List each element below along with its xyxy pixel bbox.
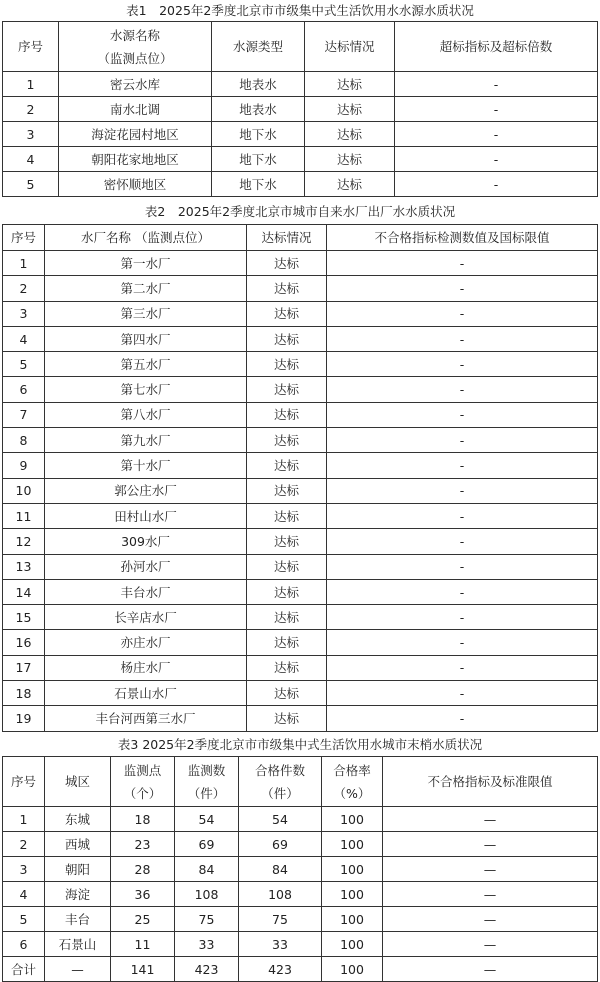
table2-cell-plant: 第四水厂 bbox=[45, 326, 247, 351]
table3-row bbox=[3, 957, 598, 982]
table2-cell-status: 达标 bbox=[247, 503, 327, 528]
table1-cell-exceed: - bbox=[395, 147, 598, 172]
table2-row bbox=[3, 326, 598, 351]
table3-body bbox=[3, 807, 598, 982]
table1-cell-type: 地下水 bbox=[212, 122, 305, 147]
table3-cell-index: 4 bbox=[3, 882, 45, 907]
table2-cell-index: 11 bbox=[3, 503, 45, 528]
table3-cell-district: — bbox=[45, 957, 111, 982]
table1-header-source bbox=[59, 22, 212, 72]
table3-row bbox=[3, 932, 598, 957]
table1-caption: 表1 2025年2季度北京市市级集中式生活饮用水水源水质状况 bbox=[126, 3, 474, 18]
table2-cell-index: 16 bbox=[3, 630, 45, 655]
table1-header-status: 达标情况 bbox=[305, 22, 395, 72]
table3-header-rate-line2: （%） bbox=[333, 785, 371, 801]
table2-row bbox=[3, 377, 598, 402]
table3-header-qualified-line2: （件） bbox=[261, 785, 299, 801]
table1-cell-index: 2 bbox=[3, 97, 59, 122]
table2-cell-values: - bbox=[327, 276, 598, 301]
table2-cell-plant: 丰台水厂 bbox=[45, 579, 247, 604]
table2-cell-index: 8 bbox=[3, 428, 45, 453]
table3-cell-points: 141 bbox=[111, 957, 175, 982]
table3-header-district: 城区 bbox=[45, 757, 111, 807]
table2-row bbox=[3, 503, 598, 528]
table3-cell-unqualified: — bbox=[383, 957, 598, 982]
table3-cell-district: 西城 bbox=[45, 832, 111, 857]
table2-cell-index: 18 bbox=[3, 681, 45, 706]
table3-cell-index: 合计 bbox=[3, 957, 45, 982]
table3-cell-district: 丰台 bbox=[45, 907, 111, 932]
table3-cell-qualified: 423 bbox=[239, 957, 322, 982]
table1-cell-source: 南水北调 bbox=[59, 97, 212, 122]
table2-cell-status: 达标 bbox=[247, 630, 327, 655]
table3-cell-points: 28 bbox=[111, 857, 175, 882]
table3-cell-count: 69 bbox=[175, 832, 239, 857]
table3-cell-district: 东城 bbox=[45, 807, 111, 832]
table2-cell-index: 6 bbox=[3, 377, 45, 402]
table2-row bbox=[3, 706, 598, 731]
table2-cell-values: - bbox=[327, 529, 598, 554]
table1-header-row bbox=[3, 22, 598, 72]
table2-cell-status: 达标 bbox=[247, 251, 327, 276]
table2-cell-plant: 石景山水厂 bbox=[45, 681, 247, 706]
table2-cell-status: 达标 bbox=[247, 605, 327, 630]
table3-header-count-line2: （件） bbox=[187, 785, 226, 801]
table2-cell-values: - bbox=[327, 630, 598, 655]
table3-cell-index: 2 bbox=[3, 832, 45, 857]
table3-cell-rate: 100 bbox=[322, 857, 383, 882]
table2-cell-plant: 309水厂 bbox=[45, 529, 247, 554]
table3-cell-points: 11 bbox=[111, 932, 175, 957]
table2-header-plant: 水厂名称 （监测点位） bbox=[45, 225, 247, 251]
table3-cell-unqualified: — bbox=[383, 882, 598, 907]
table3-header-rate bbox=[322, 757, 383, 807]
table2-cell-values: - bbox=[327, 554, 598, 579]
table2-cell-plant: 第五水厂 bbox=[45, 352, 247, 377]
table3-header-unqualified: 不合格指标及标准限值 bbox=[383, 757, 598, 807]
table2-cell-index: 9 bbox=[3, 453, 45, 478]
table2-cell-values: - bbox=[327, 681, 598, 706]
table1-cell-status: 达标 bbox=[305, 147, 395, 172]
table2-cell-index: 7 bbox=[3, 402, 45, 427]
table2-row bbox=[3, 352, 598, 377]
table2-cell-status: 达标 bbox=[247, 655, 327, 680]
table3-cell-unqualified: — bbox=[383, 857, 598, 882]
table2-cell-index: 2 bbox=[3, 276, 45, 301]
table1-cell-type: 地下水 bbox=[212, 147, 305, 172]
table2-cell-index: 14 bbox=[3, 579, 45, 604]
table2-cell-status: 达标 bbox=[247, 529, 327, 554]
table3-cell-count: 54 bbox=[175, 807, 239, 832]
table3-cell-index: 5 bbox=[3, 907, 45, 932]
table1-header-type: 水源类型 bbox=[212, 22, 305, 72]
table2-cell-status: 达标 bbox=[247, 402, 327, 427]
table2-row bbox=[3, 630, 598, 655]
table2-cell-plant: 孙河水厂 bbox=[45, 554, 247, 579]
table2-row bbox=[3, 605, 598, 630]
table1-header-source-line2: （监测点位） bbox=[97, 50, 173, 66]
table3-row bbox=[3, 832, 598, 857]
table3-cell-count: 108 bbox=[175, 882, 239, 907]
table2-header-values: 不合格指标检测数值及国标限值 bbox=[327, 225, 598, 251]
table2-cell-plant: 长辛店水厂 bbox=[45, 605, 247, 630]
table1-cell-index: 4 bbox=[3, 147, 59, 172]
table3-caption: 表3 2025年2季度北京市市级集中式生活饮用水城市末梢水质状况 bbox=[117, 737, 483, 752]
table2-caption: 表2 2025年2季度北京市城市自来水厂出厂水水质状况 bbox=[144, 204, 456, 219]
table3-header-points-line2: （个） bbox=[123, 785, 162, 801]
table2-cell-status: 达标 bbox=[247, 453, 327, 478]
table1-row bbox=[3, 122, 598, 147]
table2-cell-plant: 亦庄水厂 bbox=[45, 630, 247, 655]
table2-cell-plant: 第十水厂 bbox=[45, 453, 247, 478]
table3-cell-index: 6 bbox=[3, 932, 45, 957]
table2-cell-status: 达标 bbox=[247, 352, 327, 377]
table3-cell-district: 海淀 bbox=[45, 882, 111, 907]
table2-cell-index: 10 bbox=[3, 478, 45, 503]
table2-row bbox=[3, 681, 598, 706]
table3-header-row bbox=[3, 757, 598, 807]
table2-cell-index: 1 bbox=[3, 251, 45, 276]
table2-cell-status: 达标 bbox=[247, 554, 327, 579]
table3-cell-rate: 100 bbox=[322, 882, 383, 907]
table3-header-qualified bbox=[239, 757, 322, 807]
table3-row bbox=[3, 857, 598, 882]
table2-cell-index: 3 bbox=[3, 301, 45, 326]
table3-row bbox=[3, 907, 598, 932]
table2-cell-status: 达标 bbox=[247, 706, 327, 731]
table2-cell-plant: 第九水厂 bbox=[45, 428, 247, 453]
table2-cell-values: - bbox=[327, 579, 598, 604]
table1-cell-status: 达标 bbox=[305, 172, 395, 197]
table1-cell-status: 达标 bbox=[305, 97, 395, 122]
table2-cell-values: - bbox=[327, 402, 598, 427]
table2-body bbox=[3, 251, 598, 732]
table1-cell-index: 1 bbox=[3, 72, 59, 97]
table1-cell-source: 密云水库 bbox=[59, 72, 212, 97]
table2-cell-status: 达标 bbox=[247, 301, 327, 326]
table3-cell-count: 75 bbox=[175, 907, 239, 932]
table2-cell-plant: 第八水厂 bbox=[45, 402, 247, 427]
table2-row bbox=[3, 276, 598, 301]
table1-body bbox=[3, 72, 598, 197]
table1-cell-type: 地下水 bbox=[212, 172, 305, 197]
table3-cell-qualified: 69 bbox=[239, 832, 322, 857]
table3-cell-count: 423 bbox=[175, 957, 239, 982]
table2-header-row bbox=[3, 225, 598, 251]
table1-row bbox=[3, 97, 598, 122]
table1-cell-source: 海淀花园村地区 bbox=[59, 122, 212, 147]
table2-row bbox=[3, 529, 598, 554]
table3-cell-qualified: 33 bbox=[239, 932, 322, 957]
table2-cell-plant: 郭公庄水厂 bbox=[45, 478, 247, 503]
table2-cell-values: - bbox=[327, 326, 598, 351]
table2-cell-plant: 第一水厂 bbox=[45, 251, 247, 276]
table1-cell-index: 3 bbox=[3, 122, 59, 147]
table3-cell-qualified: 84 bbox=[239, 857, 322, 882]
table2-row bbox=[3, 478, 598, 503]
table2-cell-index: 12 bbox=[3, 529, 45, 554]
table2-cell-plant: 丰台河西第三水厂 bbox=[45, 706, 247, 731]
table3-cell-district: 朝阳 bbox=[45, 857, 111, 882]
table3-cell-qualified: 75 bbox=[239, 907, 322, 932]
table3-row bbox=[3, 807, 598, 832]
table2-cell-values: - bbox=[327, 428, 598, 453]
table1-cell-source: 朝阳花家地地区 bbox=[59, 147, 212, 172]
table3-cell-qualified: 54 bbox=[239, 807, 322, 832]
table2-row bbox=[3, 251, 598, 276]
table2-cell-values: - bbox=[327, 453, 598, 478]
table2-cell-values: - bbox=[327, 605, 598, 630]
table3-cell-points: 23 bbox=[111, 832, 175, 857]
table1-cell-exceed: - bbox=[395, 122, 598, 147]
table3-cell-unqualified: — bbox=[383, 932, 598, 957]
table2-row bbox=[3, 428, 598, 453]
table2-cell-index: 13 bbox=[3, 554, 45, 579]
table2-row bbox=[3, 655, 598, 680]
table2-cell-values: - bbox=[327, 655, 598, 680]
table2-cell-status: 达标 bbox=[247, 377, 327, 402]
table3-cell-points: 25 bbox=[111, 907, 175, 932]
table3-header-count-line1: 监测数 bbox=[187, 762, 226, 778]
table2-cell-status: 达标 bbox=[247, 428, 327, 453]
table3-cell-unqualified: — bbox=[383, 832, 598, 857]
table1-header-index: 序号 bbox=[3, 22, 59, 72]
table1-cell-status: 达标 bbox=[305, 72, 395, 97]
table2-cell-values: - bbox=[327, 352, 598, 377]
table1-row bbox=[3, 172, 598, 197]
table1-header-exceed: 超标指标及超标倍数 bbox=[395, 22, 598, 72]
table1 bbox=[2, 21, 598, 197]
table3-cell-count: 33 bbox=[175, 932, 239, 957]
table2-header-status: 达标情况 bbox=[247, 225, 327, 251]
table1-cell-exceed: - bbox=[395, 172, 598, 197]
table3-cell-points: 18 bbox=[111, 807, 175, 832]
table3-cell-district: 石景山 bbox=[45, 932, 111, 957]
table1-cell-type: 地表水 bbox=[212, 97, 305, 122]
table3-header-count bbox=[175, 757, 239, 807]
table3-header-points-line1: 监测点 bbox=[123, 762, 162, 778]
table2-cell-status: 达标 bbox=[247, 579, 327, 604]
table3-row bbox=[3, 882, 598, 907]
table3-cell-rate: 100 bbox=[322, 932, 383, 957]
table3-header-qualified-line1: 合格件数 bbox=[254, 762, 305, 778]
table3-cell-unqualified: — bbox=[383, 807, 598, 832]
table2-cell-values: - bbox=[327, 503, 598, 528]
table2-row bbox=[3, 579, 598, 604]
table3 bbox=[2, 756, 598, 982]
table1-row bbox=[3, 147, 598, 172]
table2-cell-values: - bbox=[327, 301, 598, 326]
table2-cell-status: 达标 bbox=[247, 276, 327, 301]
table1-cell-exceed: - bbox=[395, 72, 598, 97]
table3-header-points bbox=[111, 757, 175, 807]
table3-cell-rate: 100 bbox=[322, 907, 383, 932]
table2-cell-index: 5 bbox=[3, 352, 45, 377]
table2-cell-index: 15 bbox=[3, 605, 45, 630]
table2-header-index: 序号 bbox=[3, 225, 45, 251]
table2-cell-plant: 第三水厂 bbox=[45, 301, 247, 326]
table2-row bbox=[3, 402, 598, 427]
table2-cell-plant: 第二水厂 bbox=[45, 276, 247, 301]
table2-row bbox=[3, 301, 598, 326]
table2-row bbox=[3, 554, 598, 579]
table3-cell-rate: 100 bbox=[322, 957, 383, 982]
table2-cell-values: - bbox=[327, 377, 598, 402]
table2-cell-index: 17 bbox=[3, 655, 45, 680]
table2-cell-status: 达标 bbox=[247, 478, 327, 503]
table2 bbox=[2, 224, 598, 732]
table3-cell-points: 36 bbox=[111, 882, 175, 907]
table3-header-index: 序号 bbox=[3, 757, 45, 807]
table1-cell-exceed: - bbox=[395, 97, 598, 122]
table2-cell-status: 达标 bbox=[247, 326, 327, 351]
table2-cell-plant: 田村山水厂 bbox=[45, 503, 247, 528]
table1-row bbox=[3, 72, 598, 97]
table3-cell-count: 84 bbox=[175, 857, 239, 882]
table3-cell-rate: 100 bbox=[322, 807, 383, 832]
table3-cell-index: 3 bbox=[3, 857, 45, 882]
table2-cell-plant: 杨庄水厂 bbox=[45, 655, 247, 680]
table3-cell-index: 1 bbox=[3, 807, 45, 832]
table2-cell-index: 19 bbox=[3, 706, 45, 731]
table2-cell-values: - bbox=[327, 706, 598, 731]
table1-header-source-line1: 水源名称 bbox=[109, 27, 160, 43]
table3-header-rate-line1: 合格率 bbox=[333, 762, 371, 778]
table1-cell-status: 达标 bbox=[305, 122, 395, 147]
table2-cell-values: - bbox=[327, 478, 598, 503]
table3-cell-qualified: 108 bbox=[239, 882, 322, 907]
table2-cell-values: - bbox=[327, 251, 598, 276]
table1-cell-type: 地表水 bbox=[212, 72, 305, 97]
table3-cell-rate: 100 bbox=[322, 832, 383, 857]
table2-cell-plant: 第七水厂 bbox=[45, 377, 247, 402]
table3-cell-unqualified: — bbox=[383, 907, 598, 932]
table1-cell-source: 密怀顺地区 bbox=[59, 172, 212, 197]
table1-cell-index: 5 bbox=[3, 172, 59, 197]
table2-row bbox=[3, 453, 598, 478]
table2-cell-status: 达标 bbox=[247, 681, 327, 706]
table2-cell-index: 4 bbox=[3, 326, 45, 351]
